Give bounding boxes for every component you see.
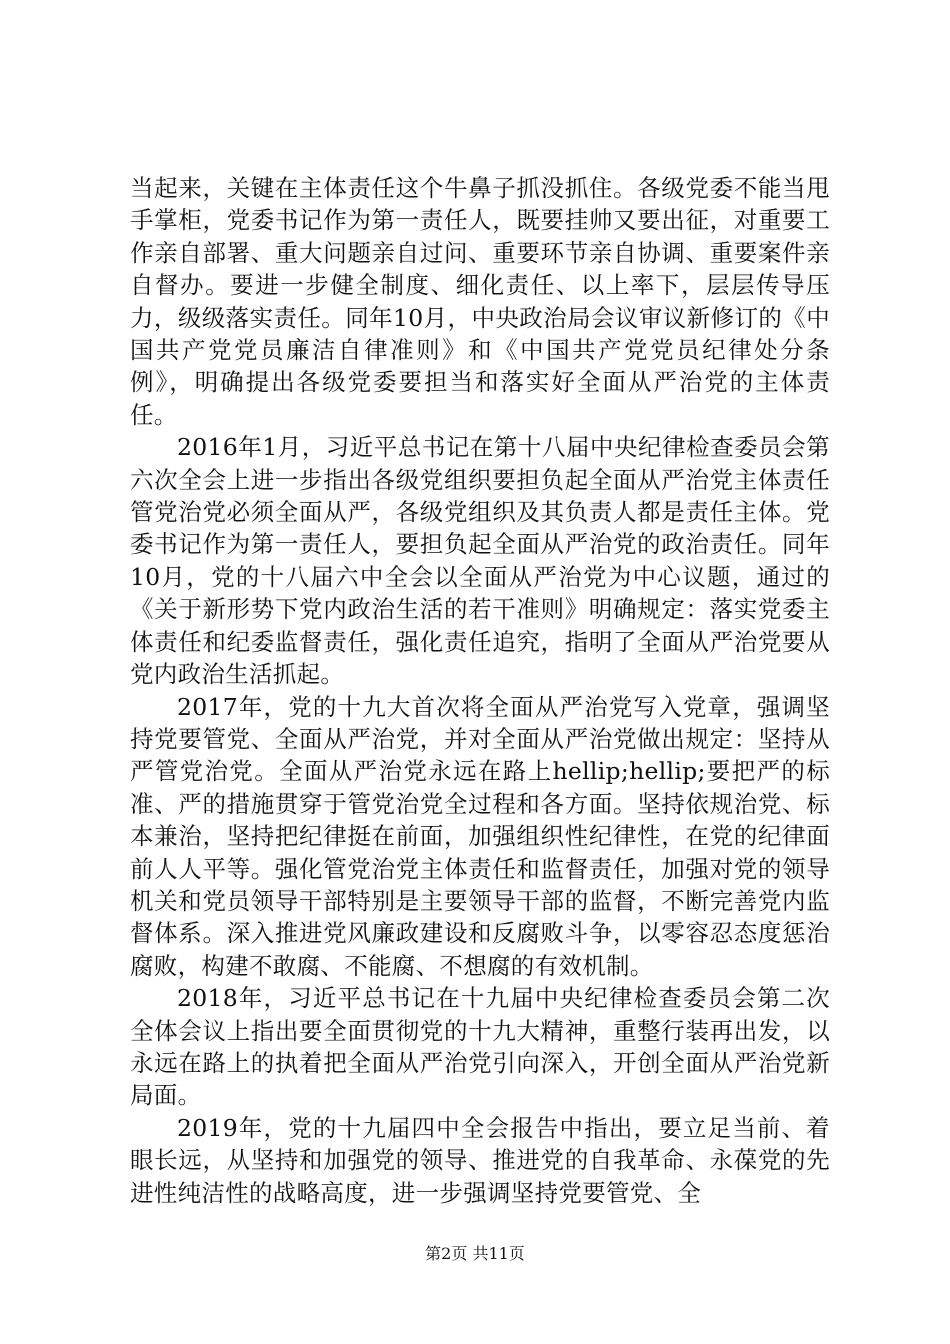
paragraph-5: 2019年，党的十九届四中全会报告中指出，要立足当前、着眼长远，从坚持和加强党的领导、推进党的自我革命、永葆党的先进性纯洁性的战略高度，进一步强调坚持党要管党、全 [130, 1113, 830, 1207]
document-body [130, 172, 830, 1209]
page-footer: 第2页 共11页 [425, 1244, 525, 1263]
paragraph-2: 2016年1月，习近平总书记在第十八届中央纪律检查委员会第六次全会上进一步指出各级党组织要担负起全面从严治党主体责任管党治党必须全面从严，各级党组织及其负责人都是责任主体。党委书记作为第一责任人，要担负起全面从严治党的政治责任。同年10月，党的十八届六中全会以全面从严治党为中心议题，通过的《关于新形势下党内政治生活的若干准则》明确规定：落实党委主体责任和纪委监督责任，强化责任追究，指明了全面从严治党要从党内政治生活抓起。 [130, 433, 830, 689]
paragraph-1: 当起来，关键在主体责任这个牛鼻子抓没抓住。各级党委不能当甩手掌柜，党委书记作为第一责任人，既要挂帅又要出征，对重要工作亲自部署、重大问题亲自过问、重要环节亲自协调、重要案件亲自督办。要进一步健全制度、细化责任、以上率下，层层传导压力，级级落实责任。同年10月，中央政治局会议审议新修订的《中国共产党党员廉洁自律准则》和《中国共产党党员纪律处分条例》，明确提出各级党委要担当和落实好全面从严治党的主体责任。 [130, 174, 830, 429]
paragraph-3: 2017年，党的十九大首次将全面从严治党写入党章，强调坚持党要管党、全面从严治党，并对全面从严治党做出规定：坚持从严管党治党。全面从严治党永远在路上hellip;hellip;要把严的标准、严的措施贯穿于管党治党全过程和各方面。坚持依规治党、标本兼治，坚持把纪律挺在前面，加强组织性纪律性，在党的纪律面前人人平等。强化管党治党主体责任和监督责任，加强对党的领导机关和党员领导干部特别是主要领导干部的监督，不断完善党内监督体系。深入推进党风廉政建设和反腐败斗争，以零容忍态度惩治腐败，构建不敢腐、不能腐、不想腐的有效机制。 [130, 692, 830, 980]
paragraph-4: 2018年，习近平总书记在十九届中央纪律检查委员会第二次全体会议上指出要全面贯彻党的十九大精神，重整行装再出发，以永远在路上的执着把全面从严治党引向深入，开创全面从严治党新局面。 [130, 984, 830, 1110]
